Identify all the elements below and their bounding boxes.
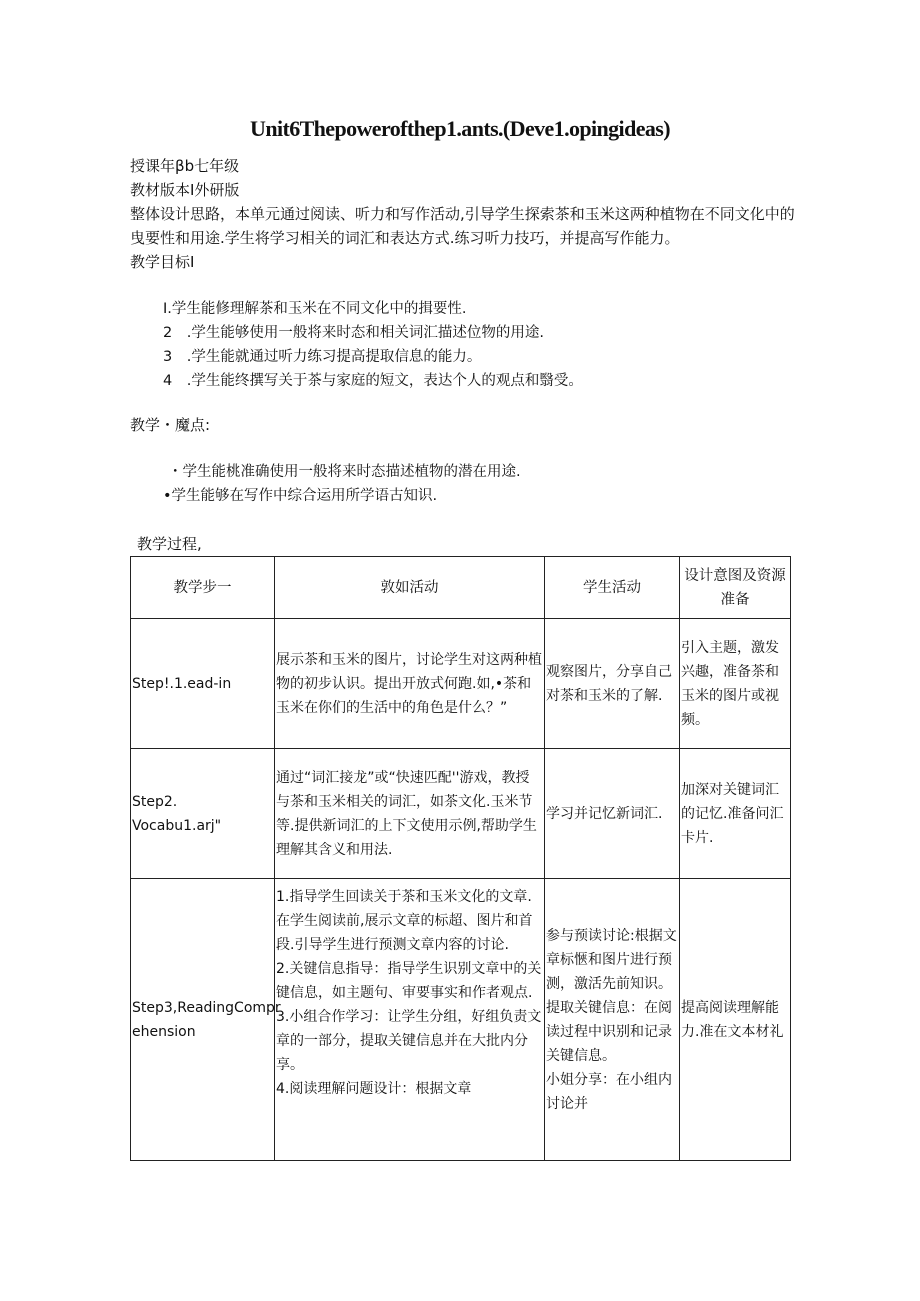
table-row xyxy=(131,619,791,749)
objective-item: 3 .学生能就通过听力练习提高提取信息的能力。 xyxy=(163,349,482,365)
student-activity-cell: 参与预读讨论:根据文章标愜和图片进行预测，激活先前知识。 提取关键信息：在阅读过程中识别和记录关键信息。 小姐分享：在小组内讨论并 xyxy=(545,879,680,1161)
header-design-purpose: 设计意图及资源准备 xyxy=(680,557,791,619)
grade-line: 授课年βb七年级 xyxy=(130,157,240,175)
step-cell: Step3,ReadingCompr ehension xyxy=(131,879,275,1161)
student-activity-cell: 学习并记忆新词汇. xyxy=(545,749,680,879)
step-cell: Step2. Vocabu1.arj" xyxy=(131,749,275,879)
process-heading: 教学过程, xyxy=(137,535,202,553)
header-teacher-activity: 敦如活动 xyxy=(275,557,545,619)
header-student-activity: 学生活动 xyxy=(545,557,680,619)
objectives-heading: 教学目标I xyxy=(130,253,195,271)
design-purpose-cell: 提高阅读理解能力.准在文本材礼 xyxy=(680,879,791,1161)
objective-item: 2 .学生能够使用一般将来时态和相关词汇描述位物的用途. xyxy=(163,325,544,341)
table-row xyxy=(131,749,791,879)
table-header-row xyxy=(131,557,791,619)
header-step: 教学步一 xyxy=(131,557,275,619)
edition-line: 教材版本I外研版 xyxy=(130,181,240,199)
design-purpose-cell: 引入主题，激发兴趣，准备茶和玉米的图片或视频。 xyxy=(680,619,791,749)
teacher-activity-cell: 1.指导学生回读关于茶和玉米文化的文章.在学生阅读前,展示文章的标超、图片和首段.引导学生进行预测文章内容的讨论. 2.关键信息指导：指导学生识别文章中的关键信息，如主题句、审要事实和作者观点. 3.小组合作学习：让学生分组，好组负责文章的一部分，提取关键信息并在大批内分享。 4.阅读理解问题设计：根据文章 xyxy=(275,879,545,1161)
objective-item: 4 .学生能终撰写关于茶与家庭的短文，表达个人的观点和翳受。 xyxy=(163,373,583,389)
key-point-item: •学生能够在写作中综合运用所学语古知识. xyxy=(163,488,438,504)
table-row xyxy=(131,879,791,1161)
teacher-activity-cell: 通过“词汇接龙”或“快速匹配''游戏，教授与茶和玉米相关的词汇，如茶文化.玉米节等.提供新词汇的上下文使用示例,帮助学生理解其含义和用法. xyxy=(275,749,545,879)
step-cell: Step!.1.ead-in xyxy=(131,619,275,749)
objective-item: I.学生能修理解茶和玉米在不同文化中的揖要性. xyxy=(163,301,467,317)
design-purpose-cell: 加深对关键词汇的记忆.准备问汇卡片. xyxy=(680,749,791,879)
design-idea-paragraph: 整体设计思路，本单元通过阅读、听力和写作活动,引导学生探索茶和玉米这两种植物在不同文化中的曳要性和用途.学生将学习相关的词汇和表达方式.练习听力技巧，并提高写作能力。 xyxy=(130,205,795,247)
document-title: Unit6Thepowerofthep1.ants.(Deve1.opingideas) xyxy=(250,116,670,141)
teacher-activity-cell: 展示茶和玉米的图片，讨论学生对这两种植物的初步认识。提出开放式何跑.如,•茶和玉米在你们的生活中的角色是什么？” xyxy=(275,619,545,749)
student-activity-cell: 观察图片，分享自己对茶和玉米的了解. xyxy=(545,619,680,749)
teaching-process-table xyxy=(130,556,791,1161)
key-points-heading: 教学・魔点: xyxy=(130,416,211,434)
key-point-item: ・学生能桃准确使用一般将来时态描述植物的潜在用途. xyxy=(168,464,521,480)
